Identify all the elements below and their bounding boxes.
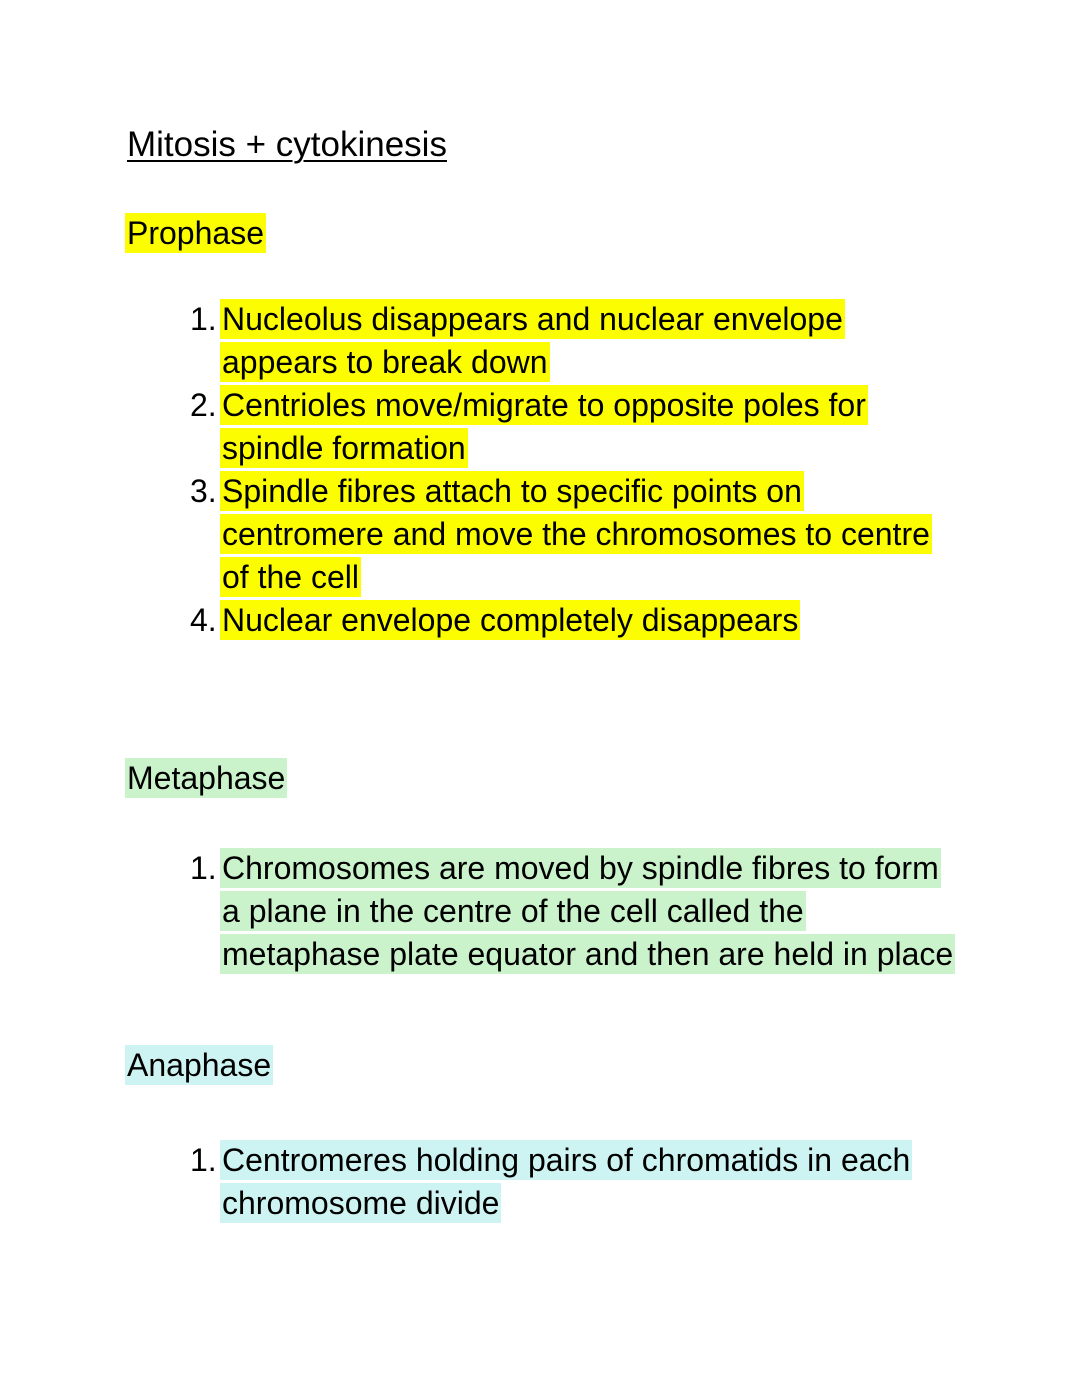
list-item-line: chromosome divide (222, 1185, 500, 1221)
section-heading-prophase (127, 212, 266, 255)
list-item-line: centromere and move the chromosomes to centre (222, 516, 930, 552)
prophase-list (127, 298, 1020, 642)
list-item (127, 298, 1020, 384)
list-item-number: 1. (190, 850, 217, 886)
list-item-number: 2. (190, 387, 217, 423)
document-title: Mitosis + cytokinesis (127, 125, 447, 164)
list-item-line: Chromosomes are moved by spindle fibres to form (222, 850, 939, 886)
list-item-line: of the cell (222, 559, 359, 595)
section-heading-metaphase (127, 757, 287, 800)
list-item-line: appears to break down (222, 344, 548, 380)
list-item-number: 1. (190, 1142, 217, 1178)
section-heading-anaphase (127, 1044, 273, 1087)
list-item-number: 1. (190, 301, 217, 337)
heading-highlight: Prophase (127, 215, 264, 251)
list-item-number: 4. (190, 602, 217, 638)
list-item-number: 3. (190, 473, 217, 509)
list-item-line: Nuclear envelope completely disappears (222, 602, 799, 638)
list-item-line: metaphase plate equator and then are held in place (222, 936, 954, 972)
list-item-line: Nucleolus disappears and nuclear envelope (222, 301, 843, 337)
list-item (127, 470, 1020, 599)
list-item (127, 847, 1020, 976)
list-item (127, 1139, 1020, 1225)
list-item (127, 384, 1020, 470)
list-item-line: spindle formation (222, 430, 466, 466)
metaphase-list (127, 847, 1020, 976)
list-item (127, 599, 1020, 642)
list-item-line: Centrioles move/migrate to opposite poles for (222, 387, 866, 423)
list-item-line: a plane in the centre of the cell called the (222, 893, 804, 929)
heading-highlight: Metaphase (127, 760, 286, 796)
list-item-line: Centromeres holding pairs of chromatids in each (222, 1142, 911, 1178)
anaphase-list (127, 1139, 1020, 1225)
list-item-line: Spindle fibres attach to specific points on (222, 473, 802, 509)
heading-highlight: Anaphase (127, 1047, 272, 1083)
